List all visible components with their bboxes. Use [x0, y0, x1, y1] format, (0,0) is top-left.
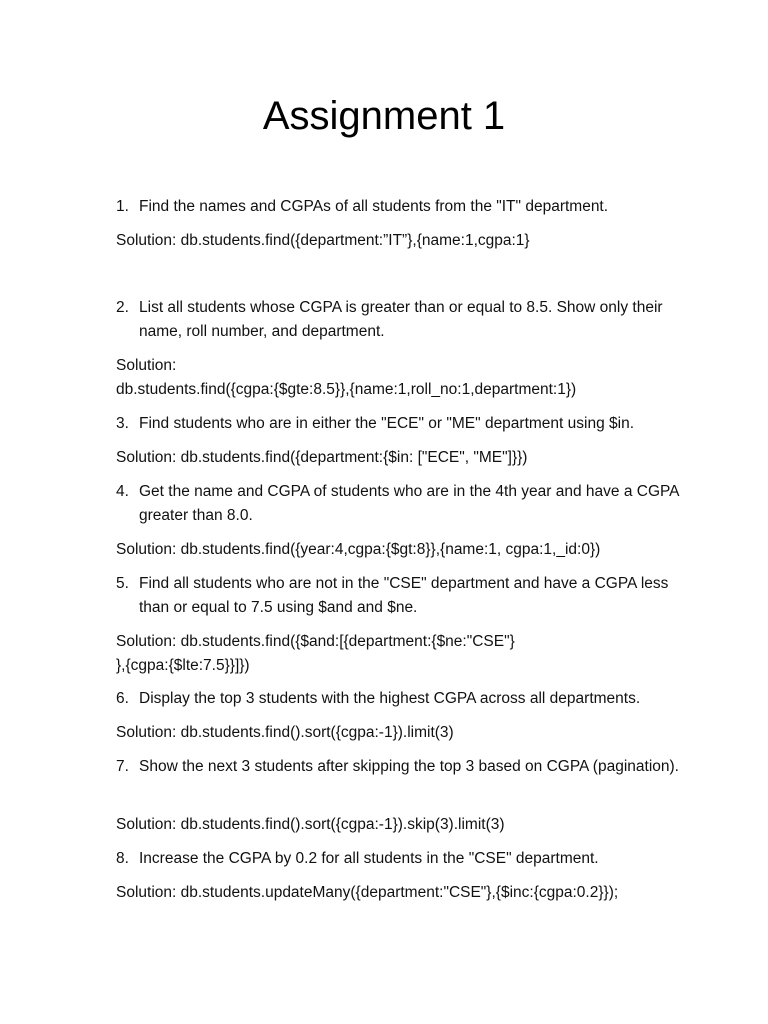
solution-3	[116, 446, 696, 470]
question-text: List all students whose CGPA is greater than or equal to 8.5. Show only their name, roll number, and department.	[139, 299, 663, 340]
question-number: 3.	[116, 415, 129, 432]
question-4	[116, 480, 696, 528]
question-number: 4.	[116, 483, 129, 500]
solution-7	[116, 813, 696, 837]
solution-4	[116, 538, 696, 562]
question-number: 7.	[116, 758, 129, 775]
question-6	[116, 687, 696, 711]
solution-line: Solution: db.students.find({department:{$in: ["ECE", "ME"]}})	[116, 449, 528, 466]
question-3	[116, 412, 696, 436]
question-number: 1.	[116, 198, 129, 215]
question-text: Show the next 3 students after skipping the top 3 based on CGPA (pagination).	[139, 758, 679, 775]
question-number: 6.	[116, 690, 129, 707]
solution-line: Solution: db.students.find().sort({cgpa:-1}).limit(3)	[116, 724, 454, 741]
question-number: 2.	[116, 299, 129, 316]
solution-5	[116, 630, 696, 678]
solution-1	[116, 229, 696, 253]
question-text: Find the names and CGPAs of all students from the "IT" department.	[139, 198, 609, 215]
solution-2	[116, 354, 696, 402]
solution-line: },{cgpa:{$lte:7.5}}]})	[116, 657, 250, 674]
solution-line: Solution: db.students.updateMany({department:"CSE"},{$inc:{cgpa:0.2}});	[116, 884, 619, 901]
question-text: Display the top 3 students with the highest CGPA across all departments.	[139, 690, 641, 707]
solution-line: db.students.find({cgpa:{$gte:8.5}},{name:1,roll_no:1,department:1})	[116, 381, 577, 398]
question-text: Find all students who are not in the "CSE" department and have a CGPA less than or equal to 7.5 using $and and $ne.	[139, 575, 669, 616]
solution-8	[116, 881, 696, 905]
solution-line: Solution:	[116, 357, 177, 374]
solution-line: Solution: db.students.find({$and:[{department:{$ne:"CSE"}	[116, 633, 515, 650]
question-number: 8.	[116, 850, 129, 867]
question-8	[116, 847, 696, 871]
page-title: Assignment 1	[262, 94, 506, 138]
question-text: Get the name and CGPA of students who are in the 4th year and have a CGPA greater than 8.0.	[139, 483, 679, 524]
solution-line: Solution: db.students.find().sort({cgpa:-1}).skip(3).limit(3)	[116, 816, 505, 833]
solution-line: Solution: db.students.find({year:4,cgpa:{$gt:8}},{name:1, cgpa:1,_id:0})	[116, 541, 601, 558]
solution-line: Solution: db.students.find({department:”IT”},{name:1,cgpa:1}	[116, 232, 530, 249]
question-2	[116, 296, 696, 344]
question-1	[116, 195, 696, 219]
question-number: 5.	[116, 575, 129, 592]
question-text: Increase the CGPA by 0.2 for all students in the "CSE" department.	[139, 850, 599, 867]
question-text: Find students who are in either the "ECE" or "ME" department using $in.	[139, 415, 635, 432]
question-7	[116, 755, 696, 779]
question-5	[116, 572, 696, 620]
solution-6	[116, 721, 696, 745]
